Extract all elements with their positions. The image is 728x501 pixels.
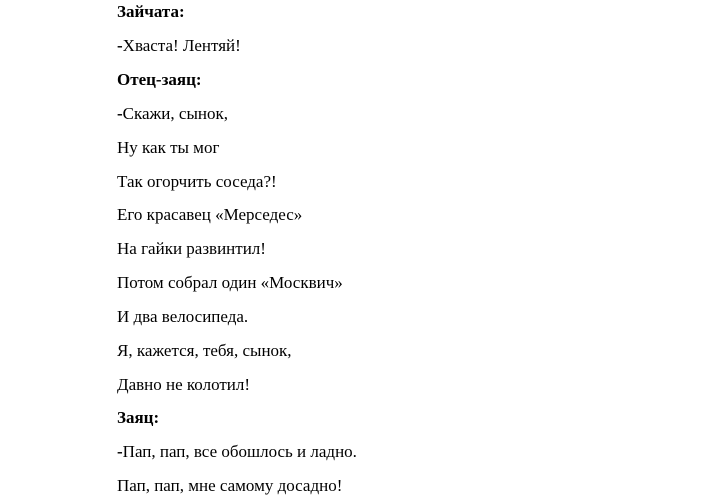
dialogue-dash: - bbox=[117, 442, 123, 461]
speaker-heading: Заяц: bbox=[117, 408, 160, 427]
verse-line: Давно не колотил! bbox=[117, 375, 251, 394]
verse-text: Скажи, сынок, bbox=[122, 104, 228, 123]
verse-text: Пап, пап, все обошлось и ладно. bbox=[122, 442, 357, 461]
verse-line bbox=[117, 36, 241, 56]
verse-line: Его красавец «Мерседес» bbox=[117, 205, 303, 224]
verse-line: Так огорчить соседа?! bbox=[117, 172, 277, 191]
dialogue-dash: - bbox=[117, 104, 123, 123]
dialogue-dash: - bbox=[117, 36, 123, 55]
speaker-heading: Отец-заяц: bbox=[117, 70, 202, 89]
verse-line: И два велосипеда. bbox=[117, 307, 249, 326]
verse-line: Потом собрал один «Москвич» bbox=[117, 273, 343, 292]
verse-line bbox=[117, 104, 228, 124]
verse-line: Пап, пап, мне самому досадно! bbox=[117, 476, 343, 495]
verse-line bbox=[117, 442, 357, 462]
verse-line: Ну как ты мог bbox=[117, 138, 220, 157]
speaker-heading: Зайчата: bbox=[117, 2, 185, 21]
verse-line: На гайки развинтил! bbox=[117, 239, 266, 258]
verse-line: Я, кажется, тебя, сынок, bbox=[117, 341, 292, 360]
verse-text: Хваста! Лентяй! bbox=[122, 36, 241, 55]
